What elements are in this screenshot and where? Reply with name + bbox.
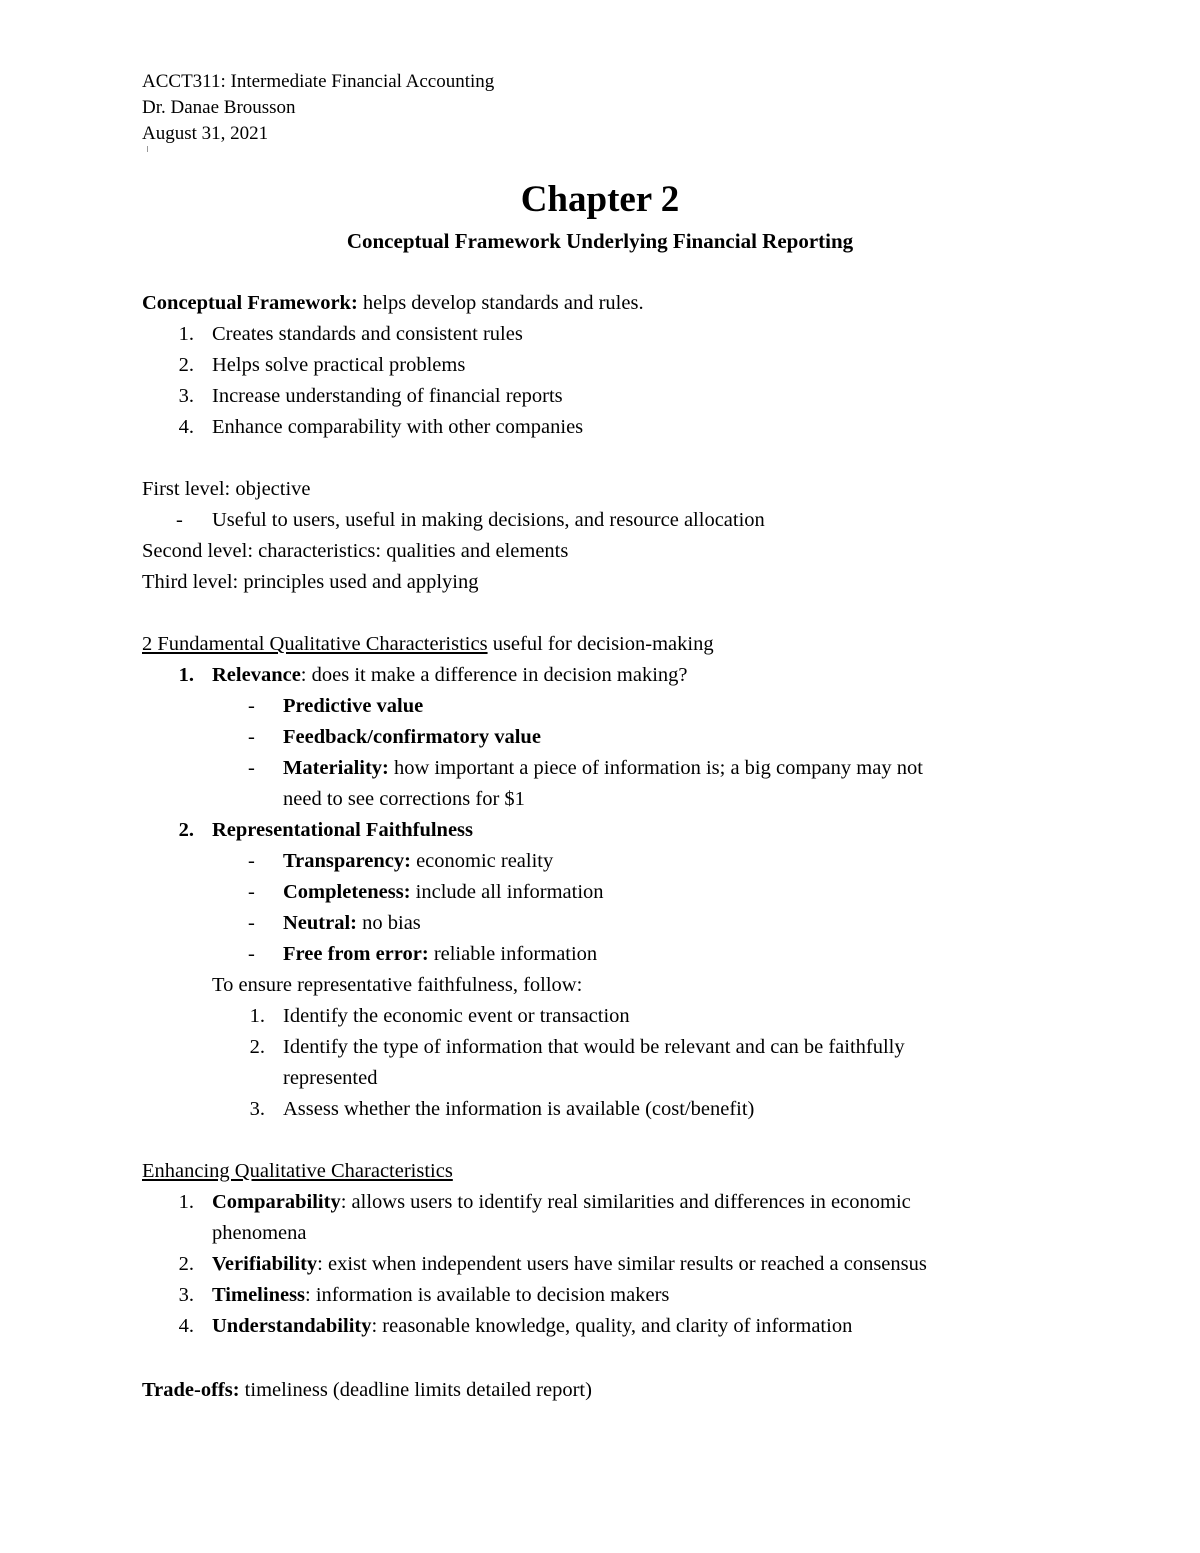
instructor-name: Dr. Danae Brousson [142, 97, 296, 118]
enhancing-heading: Enhancing Qualitative Characteristics [142, 1160, 453, 1182]
document-date: August 31, 2021 [142, 123, 269, 144]
enhancing-item [212, 1282, 669, 1308]
dash-bullet: - [248, 912, 255, 934]
dash-bullet: - [248, 881, 255, 903]
cursor-mark [147, 146, 148, 152]
dash-bullet: - [248, 695, 255, 717]
sub-item-desc: no bias [357, 912, 421, 934]
sub-item [283, 879, 604, 905]
step-item: Identify the type of information that would be relevant and can be faithfully [283, 1036, 905, 1058]
sub-item-desc: include all information [410, 881, 604, 903]
list-number: 4. [178, 1315, 194, 1337]
enhancing-item-term: Comparability [212, 1191, 341, 1213]
sub-item-term: Feedback/confirmatory value [283, 726, 541, 748]
sub-item [283, 910, 421, 936]
sub-item-desc: economic reality [410, 850, 554, 872]
enhancing-heading-line [142, 1158, 453, 1184]
list-number: 1. [178, 323, 194, 345]
dash-bullet: - [248, 757, 255, 779]
enhancing-item-term: Timeliness [212, 1284, 306, 1306]
enhancing-item-continuation: phenomena [212, 1222, 307, 1244]
sub-item-term: Completeness: [283, 881, 411, 903]
sub-item-term: Materiality: [283, 757, 389, 779]
sub-item-term: Transparency: [283, 850, 411, 872]
dash-bullet: - [176, 509, 183, 531]
conceptual-framework-line [142, 290, 644, 316]
tradeoffs-line [142, 1377, 592, 1403]
relevance-term: Relevance [212, 664, 301, 686]
faithfulness-term: Representational Faithfulness [212, 819, 474, 841]
course-name: ACCT311: Intermediate Financial Accounting [142, 71, 495, 92]
sub-item-term: Neutral: [283, 912, 358, 934]
conceptual-framework-desc: helps develop standards and rules. [357, 292, 644, 314]
list-number: 2. [249, 1036, 265, 1058]
step-item-continuation: represented [283, 1067, 378, 1089]
dash-bullet: - [248, 726, 255, 748]
enhancing-item-desc: : exist when independent users have similar results or reached a consensus [317, 1253, 927, 1275]
dash-bullet: - [248, 850, 255, 872]
step-item: Assess whether the information is available (cost/benefit) [283, 1098, 755, 1120]
ensure-text: To ensure representative faithfulness, follow: [212, 974, 583, 996]
sub-item-term: Predictive value [283, 695, 424, 717]
enhancing-item [212, 1313, 852, 1339]
tradeoffs-desc: timeliness (deadline limits detailed report) [239, 1379, 592, 1401]
tradeoffs-term: Trade-offs: [142, 1379, 240, 1401]
enhancing-item-desc: : allows users to identify real similarities and differences in economic [340, 1191, 911, 1213]
sub-item [283, 693, 423, 719]
page-subtitle: Conceptual Framework Underlying Financial Reporting [346, 229, 854, 253]
dash-bullet: - [248, 943, 255, 965]
step-item: Identify the economic event or transaction [283, 1005, 630, 1027]
list-item: Helps solve practical problems [212, 354, 466, 376]
list-number: 1. [178, 1191, 194, 1213]
sub-item [283, 941, 597, 967]
enhancing-item [212, 1189, 911, 1215]
list-number: 2. [178, 819, 194, 841]
sub-item-desc: how important a piece of information is; a big company may not [388, 757, 923, 779]
first-level-detail: Useful to users, useful in making decisions, and resource allocation [212, 509, 765, 531]
enhancing-item-desc: : information is available to decision makers [305, 1284, 670, 1306]
sub-item [283, 724, 541, 750]
list-number: 1. [249, 1005, 265, 1027]
fundamental-heading: 2 Fundamental Qualitative Characteristics [142, 633, 488, 655]
fundamental-heading-rest: useful for decision-making [487, 633, 714, 655]
relevance-desc: : does it make a difference in decision making? [300, 664, 688, 686]
list-number: 4. [178, 416, 194, 438]
enhancing-item-desc: : reasonable knowledge, quality, and clarity of information [371, 1315, 853, 1337]
fundamental-heading-line [142, 631, 714, 657]
enhancing-item-term: Verifiability [212, 1253, 318, 1275]
sub-item [283, 848, 553, 874]
list-number: 2. [178, 354, 194, 376]
relevance-line [212, 662, 688, 688]
first-level: First level: objective [142, 478, 311, 500]
sub-item-continuation: need to see corrections for $1 [283, 788, 525, 810]
list-number: 1. [178, 664, 194, 686]
sub-item [283, 755, 923, 781]
list-number: 3. [178, 1284, 194, 1306]
enhancing-item-term: Understandability [212, 1315, 372, 1337]
sub-item-desc: reliable information [428, 943, 598, 965]
conceptual-framework-term: Conceptual Framework: [142, 292, 358, 314]
page-title: Chapter 2 [520, 179, 680, 220]
list-item: Enhance comparability with other companies [212, 416, 584, 438]
list-number: 2. [178, 1253, 194, 1275]
list-number: 3. [178, 385, 194, 407]
sub-item-term: Free from error: [283, 943, 429, 965]
list-item: Increase understanding of financial reports [212, 385, 563, 407]
list-item: Creates standards and consistent rules [212, 323, 523, 345]
enhancing-item [212, 1251, 927, 1277]
third-level: Third level: principles used and applying [142, 571, 479, 593]
second-level: Second level: characteristics: qualities and elements [142, 540, 569, 562]
list-number: 3. [249, 1098, 265, 1120]
